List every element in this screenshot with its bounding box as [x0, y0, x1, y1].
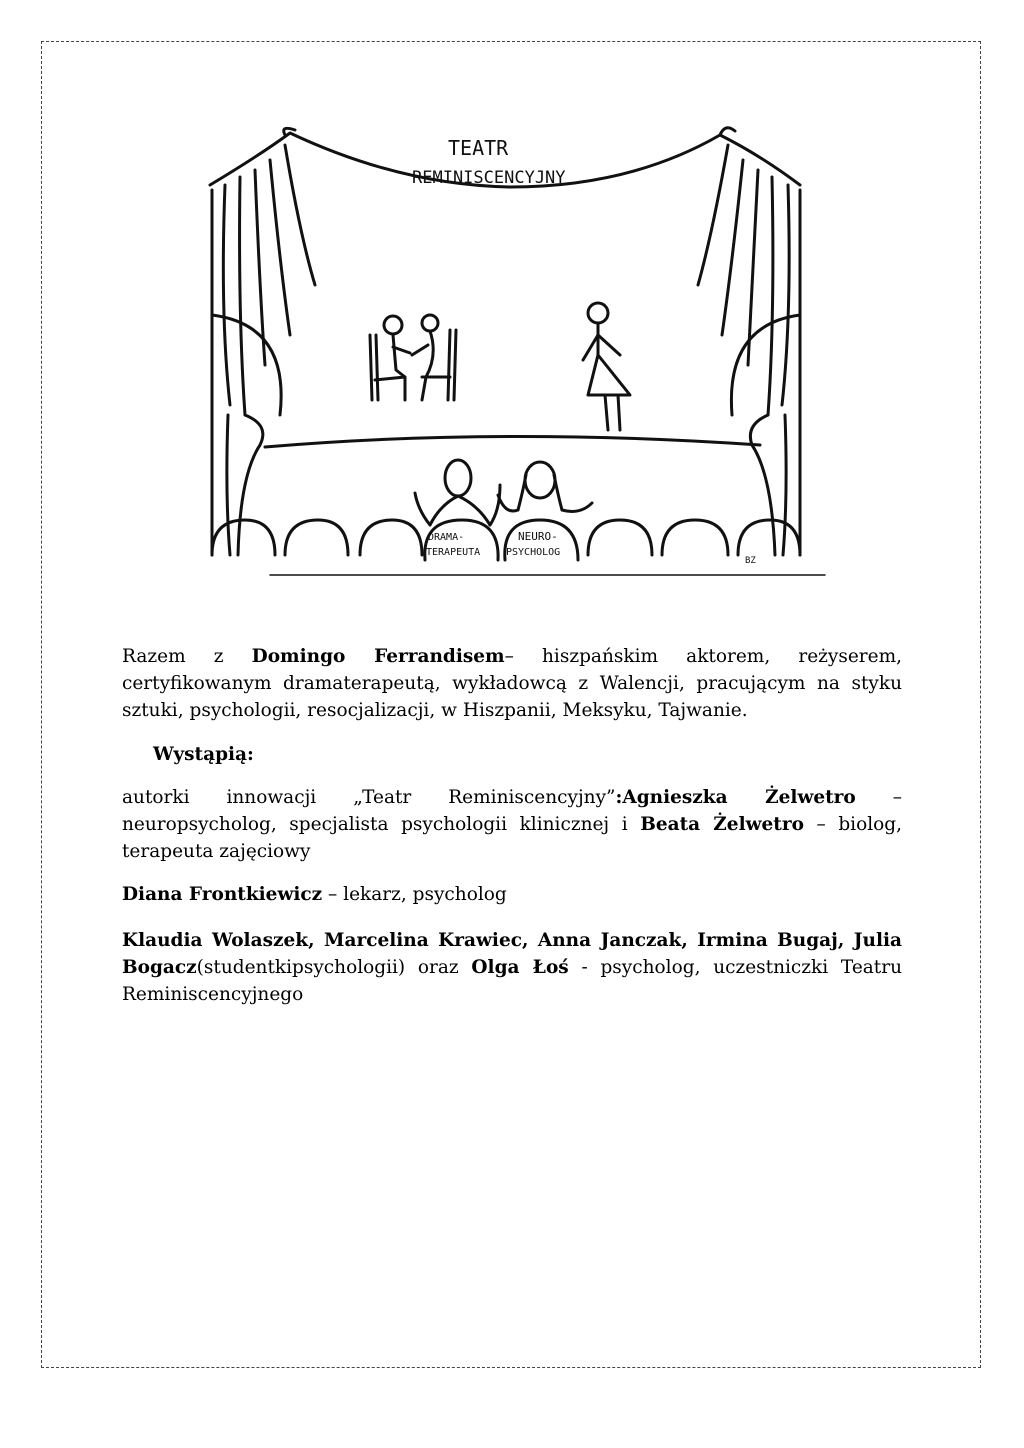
students-mid: (studentkipsychologii) oraz [196, 957, 472, 978]
heading-performers: Wystąpią: [153, 744, 254, 765]
illustration-title-line2: REMINISCENCYJNY [412, 168, 566, 188]
intro-prefix: Razem z [122, 646, 252, 667]
authors-mid: – neuropsycholog, specjalista psychologii klinicznej i [122, 787, 903, 835]
seat-left-label-line2: TERAPEUTA [426, 547, 481, 558]
illustration-title-line1: TEATR [448, 136, 509, 160]
students-rest: - psycholog, uczestniczki Teatru Reminiscencyjnego [122, 957, 902, 1005]
stage-floor [265, 436, 760, 447]
authors-name1: :Agnieszka Żelwetro [615, 787, 856, 808]
paragraph-students [122, 927, 902, 1008]
illustration-signature: BZ [745, 556, 756, 566]
paragraph-doctor [122, 881, 902, 908]
authors-prefix: autorki innowacji „Teatr Reminiscencyjny” [122, 787, 616, 808]
seat-right-label-line1: NEURO- [518, 530, 558, 543]
students-names: Klaudia Wolaszek, Marcelina Krawiec, Anna Janczak, Irmina Bugaj, Julia Bogacz [122, 930, 902, 978]
doctor-name: Diana Frontkiewicz [122, 884, 323, 905]
theatre-illustration [200, 115, 830, 585]
audience-head-right [525, 462, 555, 498]
intro-rest: – hiszpańskim aktorem, reżyserem, certyfikowanym dramaterapeutą, wykładowcą z Walencji, pracującym na styku sztuki, psychologii, resocjalizacji, w Hiszpanii, Meksyku, Tajwanie. [122, 646, 902, 721]
intro-name: Domingo Ferrandisem [251, 646, 505, 667]
paragraph-intro [122, 643, 902, 724]
audience-head-left [445, 460, 471, 496]
authors-rest: – biolog, terapeuta zajęciowy [122, 814, 903, 862]
seat-right-label-line2: PSYCHOLOG [506, 547, 561, 558]
seat-left-label-line1: DRAMA- [428, 532, 465, 543]
paragraph-authors [122, 784, 902, 865]
doctor-rest: – lekarz, psycholog [322, 884, 507, 905]
authors-name2: Beata Żelwetro [640, 814, 804, 835]
theatre-drawing [200, 115, 830, 585]
students-name2: Olga Łoś [471, 957, 569, 978]
